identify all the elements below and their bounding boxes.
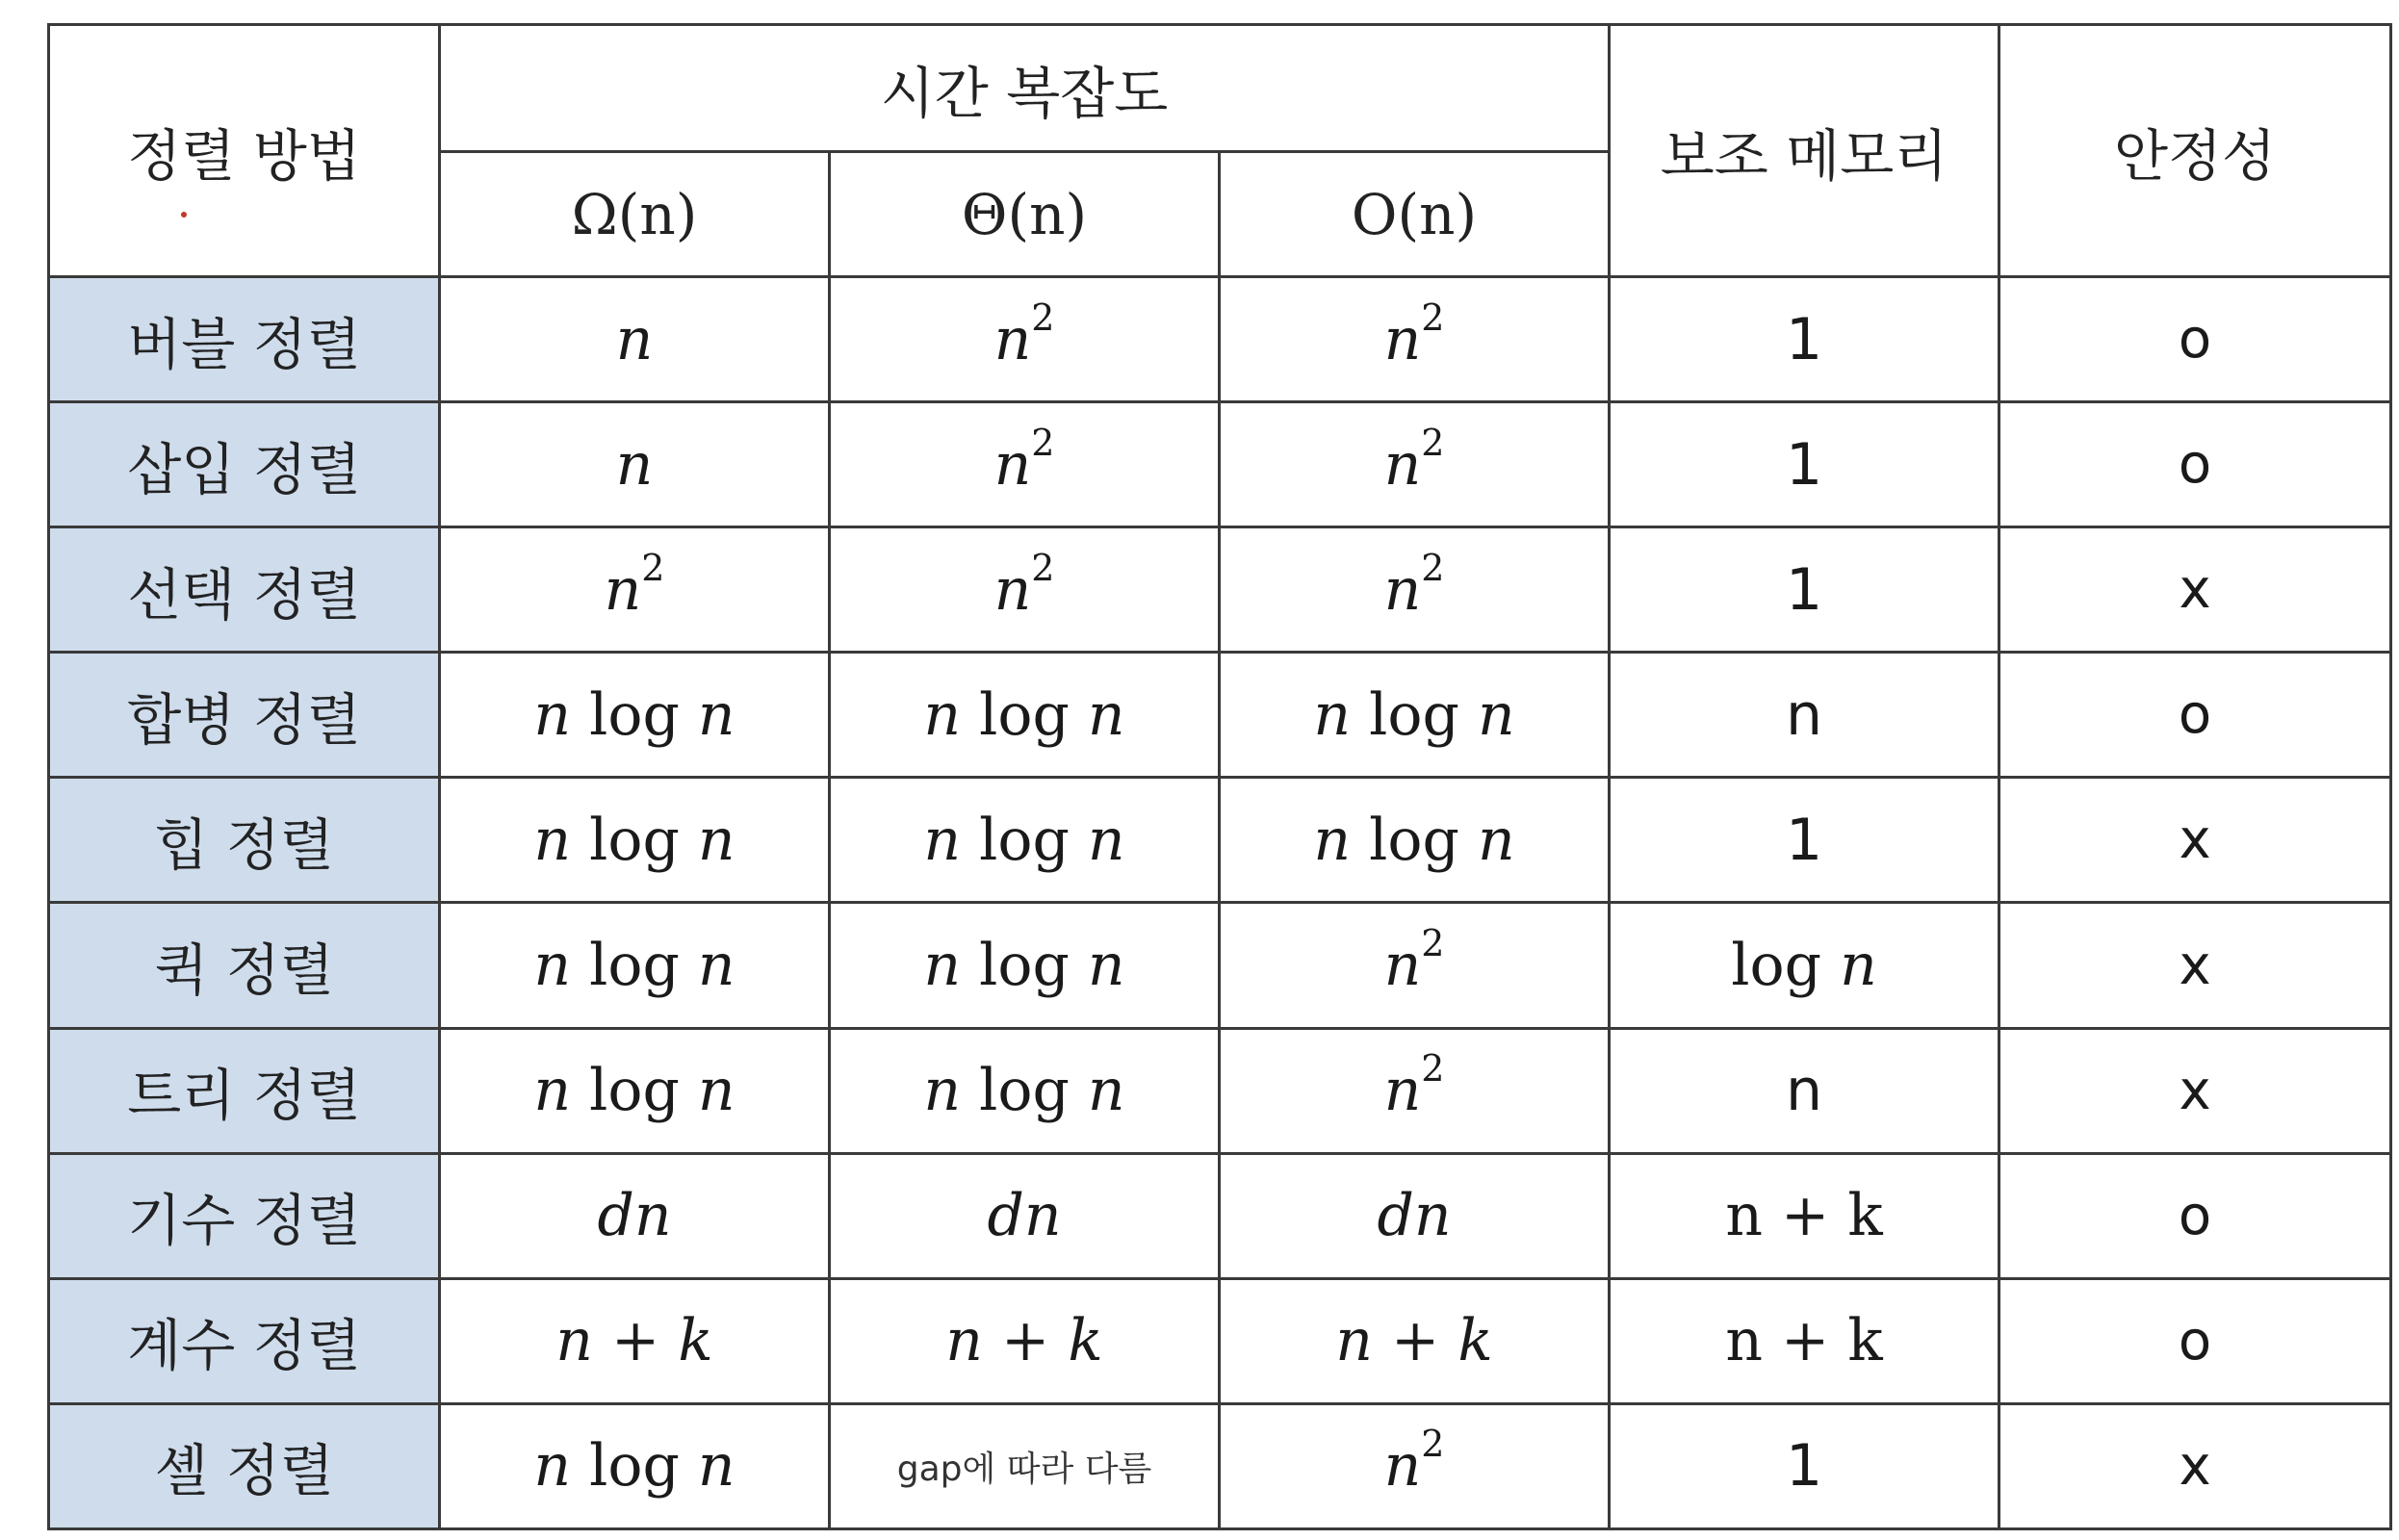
algorithm-name-cell: 삽입 정렬: [49, 402, 440, 527]
stability-cell: o: [1999, 1278, 2391, 1403]
bigo-cell: $n^2$: [1220, 903, 1610, 1028]
memory-cell: n + k: [1610, 1278, 1999, 1403]
theta-cell: $n^2$: [830, 402, 1220, 527]
algorithm-name-cell: 선택 정렬: [49, 527, 440, 653]
table-row: [49, 1403, 2391, 1528]
omega-cell: n log n: [440, 778, 830, 903]
memory-cell: 1: [1610, 402, 1999, 527]
bigo-cell: $n^2$: [1220, 1403, 1610, 1528]
theta-cell: $n^2$: [830, 527, 1220, 653]
header-time-complexity: 시간 복잡도: [440, 25, 1610, 152]
memory-cell: n: [1610, 653, 1999, 778]
theta-cell: n log n: [830, 653, 1220, 778]
table-row: [49, 653, 2391, 778]
omega-cell: n log n: [440, 653, 830, 778]
header-theta: Θ(n): [830, 152, 1220, 277]
bigo-cell: $n^2$: [1220, 277, 1610, 402]
theta-cell: dn: [830, 1153, 1220, 1278]
header-omega: Ω(n): [440, 152, 830, 277]
algorithm-name-cell: 힙 정렬: [49, 778, 440, 903]
theta-cell: n + k: [830, 1278, 1220, 1403]
bigo-cell: n + k: [1220, 1278, 1610, 1403]
stability-cell: x: [1999, 778, 2391, 903]
omega-cell: dn: [440, 1153, 830, 1278]
header-method: 정렬 방법: [49, 25, 440, 277]
omega-cell: n + k: [440, 1278, 830, 1403]
theta-cell: n log n: [830, 778, 1220, 903]
algorithm-name-cell: 셸 정렬: [49, 1403, 440, 1528]
header-bigo: O(n): [1220, 152, 1610, 277]
memory-cell: n: [1610, 1028, 1999, 1153]
memory-cell: 1: [1610, 277, 1999, 402]
algorithm-name-cell: 계수 정렬: [49, 1278, 440, 1403]
table-row: [49, 1028, 2391, 1153]
omega-cell: n log n: [440, 1403, 830, 1528]
stability-cell: x: [1999, 1403, 2391, 1528]
bigo-cell: n log n: [1220, 778, 1610, 903]
memory-cell: n + k: [1610, 1153, 1999, 1278]
theta-cell: $n^2$: [830, 277, 1220, 402]
header-aux-memory: 보조 메모리: [1610, 25, 1999, 277]
stability-cell: o: [1999, 1153, 2391, 1278]
bigo-cell: $n^2$: [1220, 1028, 1610, 1153]
theta-cell: gap에 따라 다름: [830, 1403, 1220, 1528]
algorithm-name-cell: 합병 정렬: [49, 653, 440, 778]
omega-cell: n: [440, 277, 830, 402]
omega-cell: n: [440, 402, 830, 527]
stability-cell: o: [1999, 277, 2391, 402]
table-row: [49, 1153, 2391, 1278]
omega-cell: $n^2$: [440, 527, 830, 653]
red-dot-mark: [181, 212, 187, 218]
algorithm-name-cell: 기수 정렬: [49, 1153, 440, 1278]
stability-cell: o: [1999, 402, 2391, 527]
bigo-cell: $n^2$: [1220, 402, 1610, 527]
memory-cell: 1: [1610, 527, 1999, 653]
theta-cell: n log n: [830, 903, 1220, 1028]
memory-cell: log n: [1610, 903, 1999, 1028]
memory-cell: 1: [1610, 1403, 1999, 1528]
table-row: [49, 402, 2391, 527]
bigo-cell: dn: [1220, 1153, 1610, 1278]
stability-cell: x: [1999, 903, 2391, 1028]
table-row: [49, 903, 2391, 1028]
header-stability: 안정성: [1999, 25, 2391, 277]
algorithm-name-cell: 버블 정렬: [49, 277, 440, 402]
bigo-cell: n log n: [1220, 653, 1610, 778]
bigo-cell: $n^2$: [1220, 527, 1610, 653]
algorithm-name-cell: 퀵 정렬: [49, 903, 440, 1028]
theta-cell: n log n: [830, 1028, 1220, 1153]
table-row: [49, 778, 2391, 903]
sorting-comparison-table: [47, 23, 2392, 1530]
memory-cell: 1: [1610, 778, 1999, 903]
table-row: [49, 1278, 2391, 1403]
table-body: [49, 277, 2391, 1529]
table-row: [49, 527, 2391, 653]
omega-cell: n log n: [440, 1028, 830, 1153]
table-row: [49, 277, 2391, 402]
algorithm-name-cell: 트리 정렬: [49, 1028, 440, 1153]
stability-cell: x: [1999, 1028, 2391, 1153]
stability-cell: x: [1999, 527, 2391, 653]
omega-cell: n log n: [440, 903, 830, 1028]
stability-cell: o: [1999, 653, 2391, 778]
